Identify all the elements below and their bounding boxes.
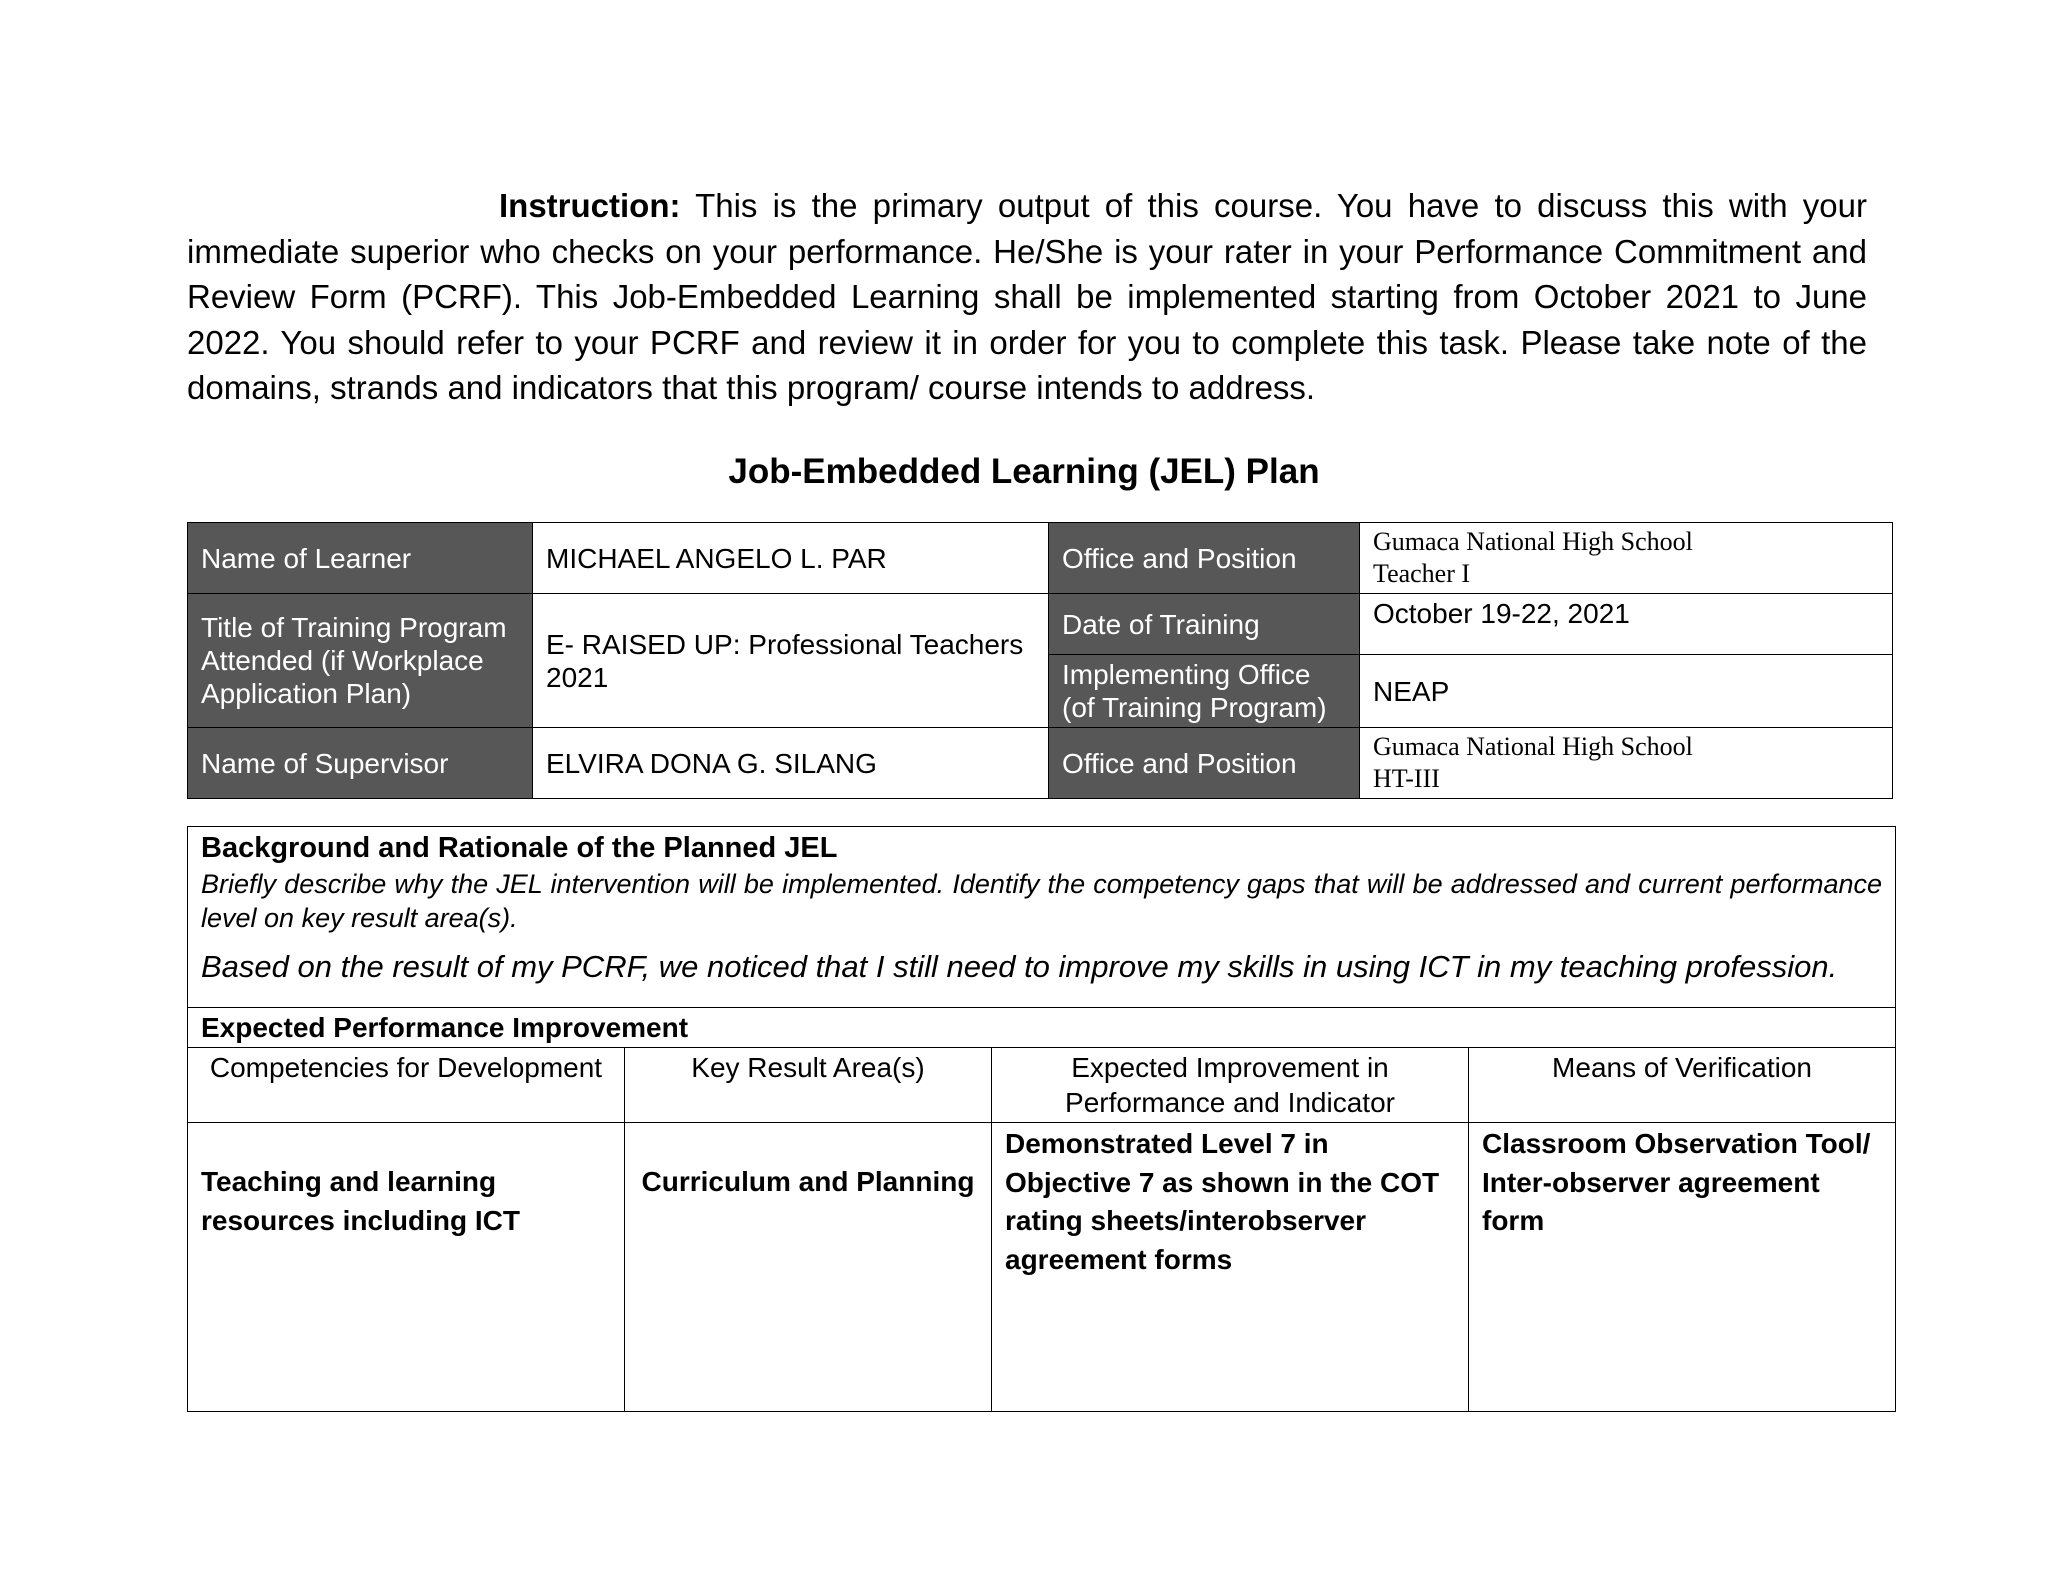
instruction-paragraph [187, 183, 1867, 411]
col-header-means-of-verification: Means of Verification [1469, 1048, 1896, 1123]
instruction-label: Instruction: [499, 187, 681, 224]
implementing-office-value: NEAP [1360, 655, 1893, 728]
supervisor-position: HT-III [1373, 764, 1440, 793]
supervisor-office: Gumaca National High School [1373, 732, 1693, 761]
learner-position: Teacher I [1373, 559, 1471, 588]
training-title-label: Title of Training Program Attended (if Workplace Application Plan) [188, 594, 533, 728]
background-description: Briefly describe why the JEL intervention will be implemented. Identify the competency gaps that will be addressed and current performance level on key result area(s). [201, 869, 1883, 933]
supervisor-label: Name of Supervisor [188, 728, 533, 799]
expected-improvement-cell: Demonstrated Level 7 in Objective 7 as shown in the COT rating sheets/interobserver agreement forms [992, 1123, 1469, 1412]
background-title: Background and Rationale of the Planned JEL [201, 832, 838, 864]
date-of-training-value: October 19-22, 2021 [1360, 594, 1893, 655]
competencies-cell: Teaching and learning resources including ICT [188, 1123, 625, 1412]
expected-improvement-title: Expected Performance Improvement [188, 1008, 1896, 1048]
supervisor-office-position-label: Office and Position [1049, 728, 1360, 799]
kra-cell: Curriculum and Planning [625, 1123, 992, 1412]
background-body: Based on the result of my PCRF, we noticed that I still need to improve my skills in using ICT in my teaching profession. [201, 949, 1838, 984]
office-position-label: Office and Position [1049, 523, 1360, 594]
name-of-learner-label: Name of Learner [188, 523, 533, 594]
implementing-office-label: Implementing Office (of Training Program) [1049, 655, 1360, 728]
instruction-text: This is the primary output of this course. You have to discuss this with your immediate superior who checks on your performance. He/She is your rater in your Performance Commitment and Review Form (PCRF). This Job-Embedded Learning shall be implemented starting from October 2021 to June 2022. You should refer to your PCRF and review it in order for you to complete this task. Please take note of the domains, strands and indicators that this program/ course intends to address. [187, 187, 1867, 406]
name-of-learner-value: MICHAEL ANGELO L. PAR [533, 523, 1049, 594]
col-header-kra: Key Result Area(s) [625, 1048, 992, 1123]
learner-office-position-value [1360, 523, 1893, 594]
learner-info-table [187, 522, 1893, 799]
jel-plan-table [187, 826, 1896, 1412]
page-title: Job-Embedded Learning (JEL) Plan [728, 452, 1320, 491]
learner-office: Gumaca National High School [1373, 527, 1693, 556]
supervisor-office-position-value [1360, 728, 1893, 799]
col-header-expected-improvement: Expected Improvement in Performance and Indicator [992, 1048, 1469, 1123]
date-of-training-label: Date of Training [1049, 594, 1360, 655]
training-title-value: E- RAISED UP: Professional Teachers 2021 [533, 594, 1049, 728]
background-section [188, 827, 1896, 1008]
means-of-verification-cell: Classroom Observation Tool/ Inter-observer agreement form [1469, 1123, 1896, 1412]
supervisor-value: ELVIRA DONA G. SILANG [533, 728, 1049, 799]
col-header-competencies: Competencies for Development [188, 1048, 625, 1123]
